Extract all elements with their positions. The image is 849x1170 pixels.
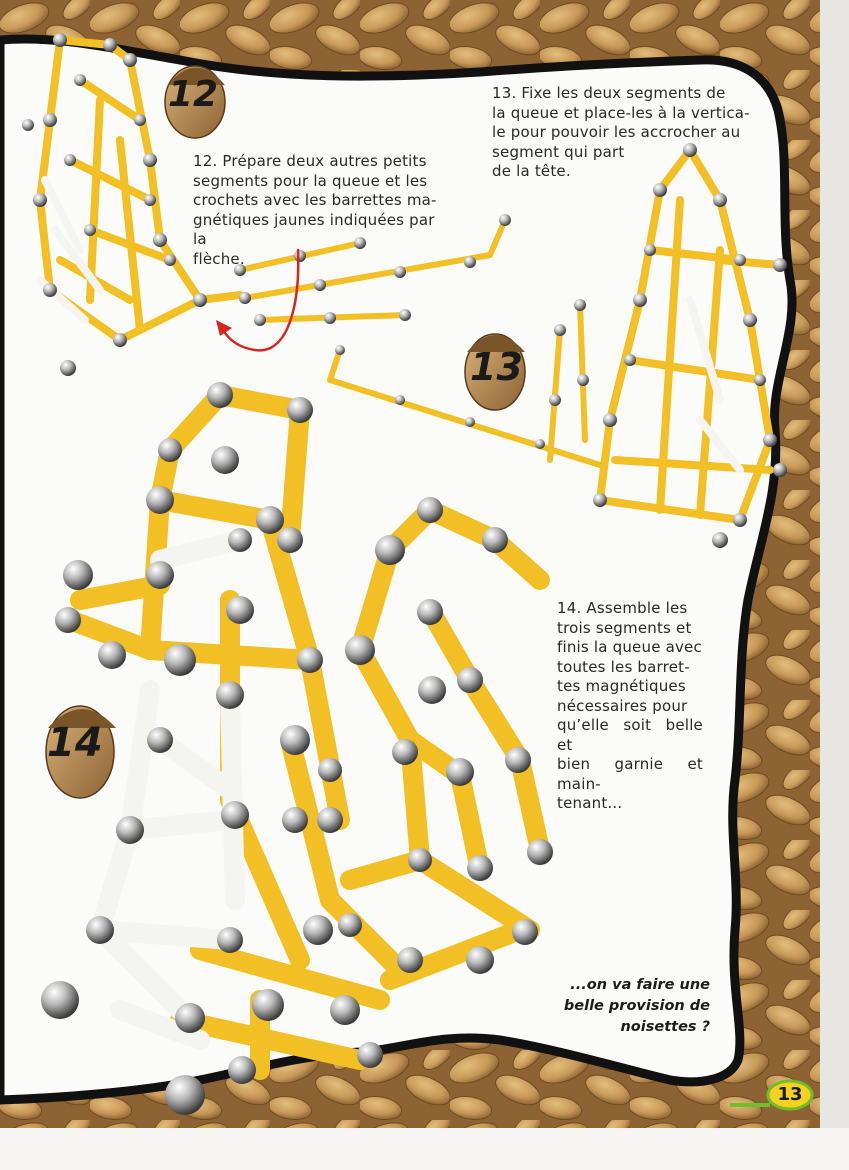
step-13-line: de la tête. [492, 162, 571, 180]
closing-line: ...on va faire une [570, 977, 710, 993]
step-number-12: 12 [168, 74, 219, 115]
step-14-line: qu’elle soit belle et [557, 716, 703, 754]
step-14-line: finis la queue avec [557, 638, 702, 656]
step-12-line: gnétiques jaunes indiquées par la [193, 210, 435, 248]
step-12-line: flèche. [193, 249, 245, 268]
step-13-instructions [492, 84, 750, 182]
page-number: 13 [777, 1084, 803, 1105]
step-14-line: trois segments et [557, 618, 692, 637]
step-14-line: tes magnétiques [557, 677, 686, 695]
step-13-line: 13. Fixe les deux segments de [492, 84, 726, 102]
step-13-line: segment qui part [492, 142, 625, 161]
step-12-instructions [193, 152, 448, 269]
step-13-line: la queue et place-les à la vertica- [492, 103, 750, 122]
step-14-line: 14. Assemble les [557, 599, 688, 617]
step-12-line: crochets avec les barrettes ma- [193, 191, 437, 209]
closing-line: noisettes ? [620, 1019, 710, 1035]
step-number-13: 13 [470, 345, 523, 389]
step-14-line: bien garnie et main- [557, 755, 703, 793]
step-14-line: tenant... [557, 794, 623, 812]
page-edge-bottom [0, 1128, 849, 1170]
step-13-line: le pour pouvoir les accrocher au [492, 123, 741, 141]
closing-phrase [560, 975, 710, 1038]
step-14-line: toutes les barret- [557, 657, 690, 676]
step-14-instructions [557, 599, 703, 814]
step-number-14: 14 [47, 720, 103, 766]
closing-line: belle provision de [563, 998, 710, 1014]
step-14-line: nécessaires pour [557, 696, 688, 715]
step-12-line: segments pour la queue et les [193, 171, 428, 190]
step-12-line: 12. Prépare deux autres petits [193, 152, 427, 170]
